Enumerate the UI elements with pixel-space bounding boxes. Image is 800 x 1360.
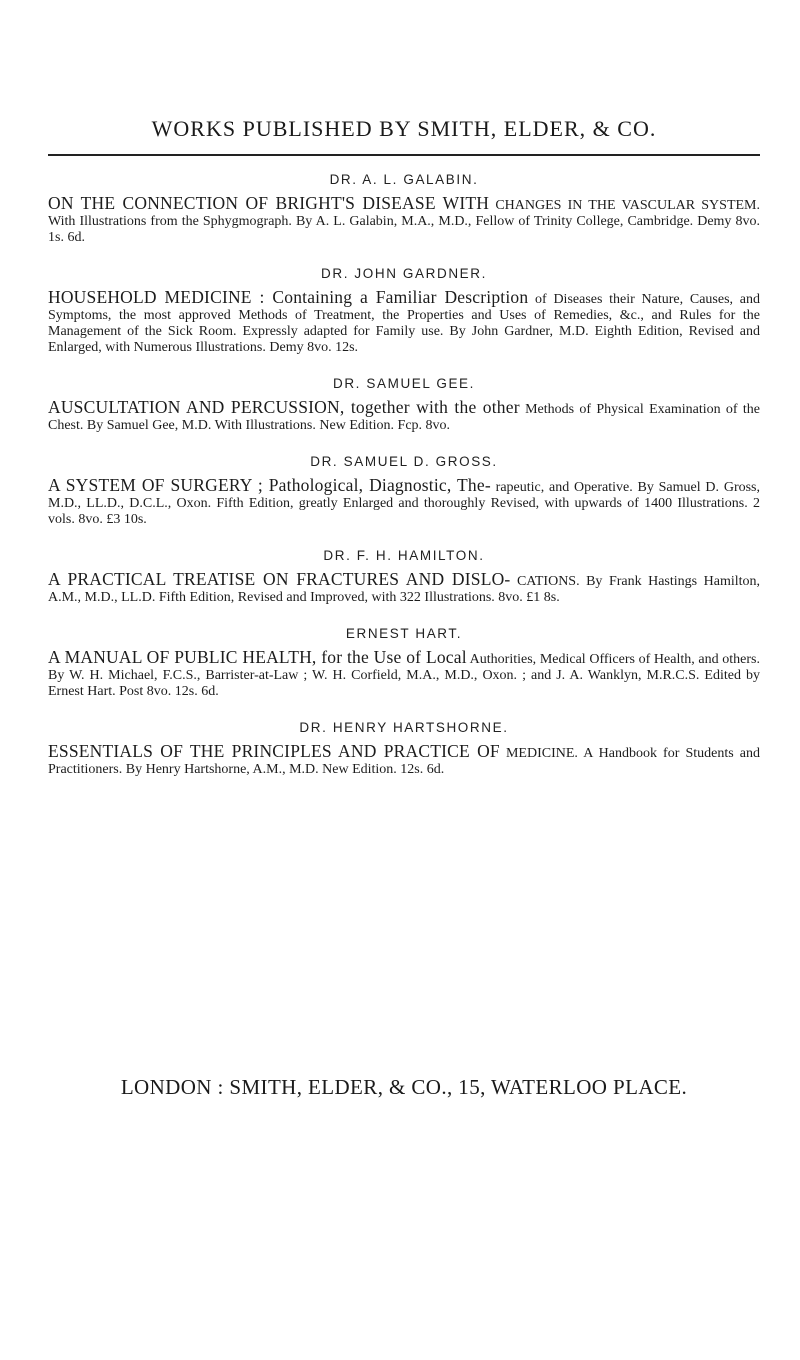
entry-description [48,193,760,246]
entry-hamilton [48,548,760,606]
entry-description [48,475,760,528]
entries-list [48,172,760,778]
entry-details: MEDICINE. A Handbook for Students and Practitioners. By Henry Hartshorne, A.M., M.D. New Edition. 12s. 6d. [48,746,760,777]
entry-author: DR. SAMUEL GEE. [332,376,476,391]
entry-gardner [48,266,760,356]
entry-details: of Diseases their Nature, Causes, and Symptoms, the most approved Methods of Treatment, the Properties and Uses of Remedies, &c., and Rules for the Management of the Sick Room. Expressly adapted for Family use. By John Gardner, M.D. Eighth Edition, Revised and Enlarged, with Numerous Illustrations. Demy 8vo. 12s. [48,292,760,355]
entry-author: DR. HENRY HARTSHORNE. [299,720,509,735]
entry-details: CATIONS. By Frank Hastings Hamilton, A.M., M.D., LL.D. Fifth Edition, Revised and Improved, with 322 Illustrations. 8vo. £1 8s. [48,574,761,605]
entry-details: Authorities, Medical Officers of Health, and others. By W. H. Michael, F.C.S., Barrister-at-Law ; W. H. Corfield, M.A., M.D., Oxon. ; and J. A. Wanklyn, M.R.C.S. Edited by Ernest Hart. Post 8vo. 12s. 6d. [48,652,760,699]
entry-description [48,287,760,356]
entry-title-lead: A MANUAL OF PUBLIC HEALTH, for the Use of Local [48,647,467,667]
header-rule [48,154,760,156]
entry-author: DR. F. H. HAMILTON. [323,548,485,563]
entry-title-lead: A SYSTEM OF SURGERY ; Pathological, Diagnostic, The- [48,475,491,495]
entry-hartshorne [48,720,760,778]
entry-details: CHANGES IN THE VASCULAR SYSTEM. With Illustrations from the Sphygmograph. By A. L. Galabin, M.A., M.D., Fellow of Trinity College, Cambridge. Demy 8vo. 1s. 6d. [48,198,760,245]
entry-title-lead: HOUSEHOLD MEDICINE : Containing a Familiar Description [48,287,529,307]
entry-galabin [48,172,760,246]
entry-title-lead: A PRACTICAL TREATISE ON FRACTURES AND DISLO- [48,569,511,589]
entry-hart [48,626,760,700]
entry-gee [48,376,760,434]
entry-author: ERNEST HART. [345,626,463,641]
entry-gross [48,454,760,528]
page-header: WORKS PUBLISHED BY SMITH, ELDER, & CO. [151,116,657,141]
entry-details: Methods of Physical Examination of the Chest. By Samuel Gee, M.D. With Illustrations. New Edition. Fcp. 8vo. [48,402,760,433]
entry-description [48,647,760,700]
entry-author: DR. A. L. GALABIN. [329,172,479,187]
entry-author: DR. JOHN GARDNER. [321,266,487,281]
entry-title-lead: ON THE CONNECTION OF BRIGHT'S DISEASE WITH [48,193,490,213]
publisher-imprint: LONDON : SMITH, ELDER, & CO., 15, WATERLOO PLACE. [120,1075,688,1099]
entry-description [48,397,760,434]
entry-author: DR. SAMUEL D. GROSS. [310,454,498,469]
entry-description [48,569,760,606]
entry-title-lead: ESSENTIALS OF THE PRINCIPLES AND PRACTICE OF [48,741,500,761]
entry-description [48,741,760,778]
entry-details: rapeutic, and Operative. By Samuel D. Gross, M.D., LL.D., D.C.L., Oxon. Fifth Edition, greatly Enlarged and thoroughly Revised, with upwards of 1400 Illustrations. 2 vols. 8vo. £3 10s. [48,480,761,527]
entry-title-lead: AUSCULTATION AND PERCUSSION, together with the other [48,397,520,417]
